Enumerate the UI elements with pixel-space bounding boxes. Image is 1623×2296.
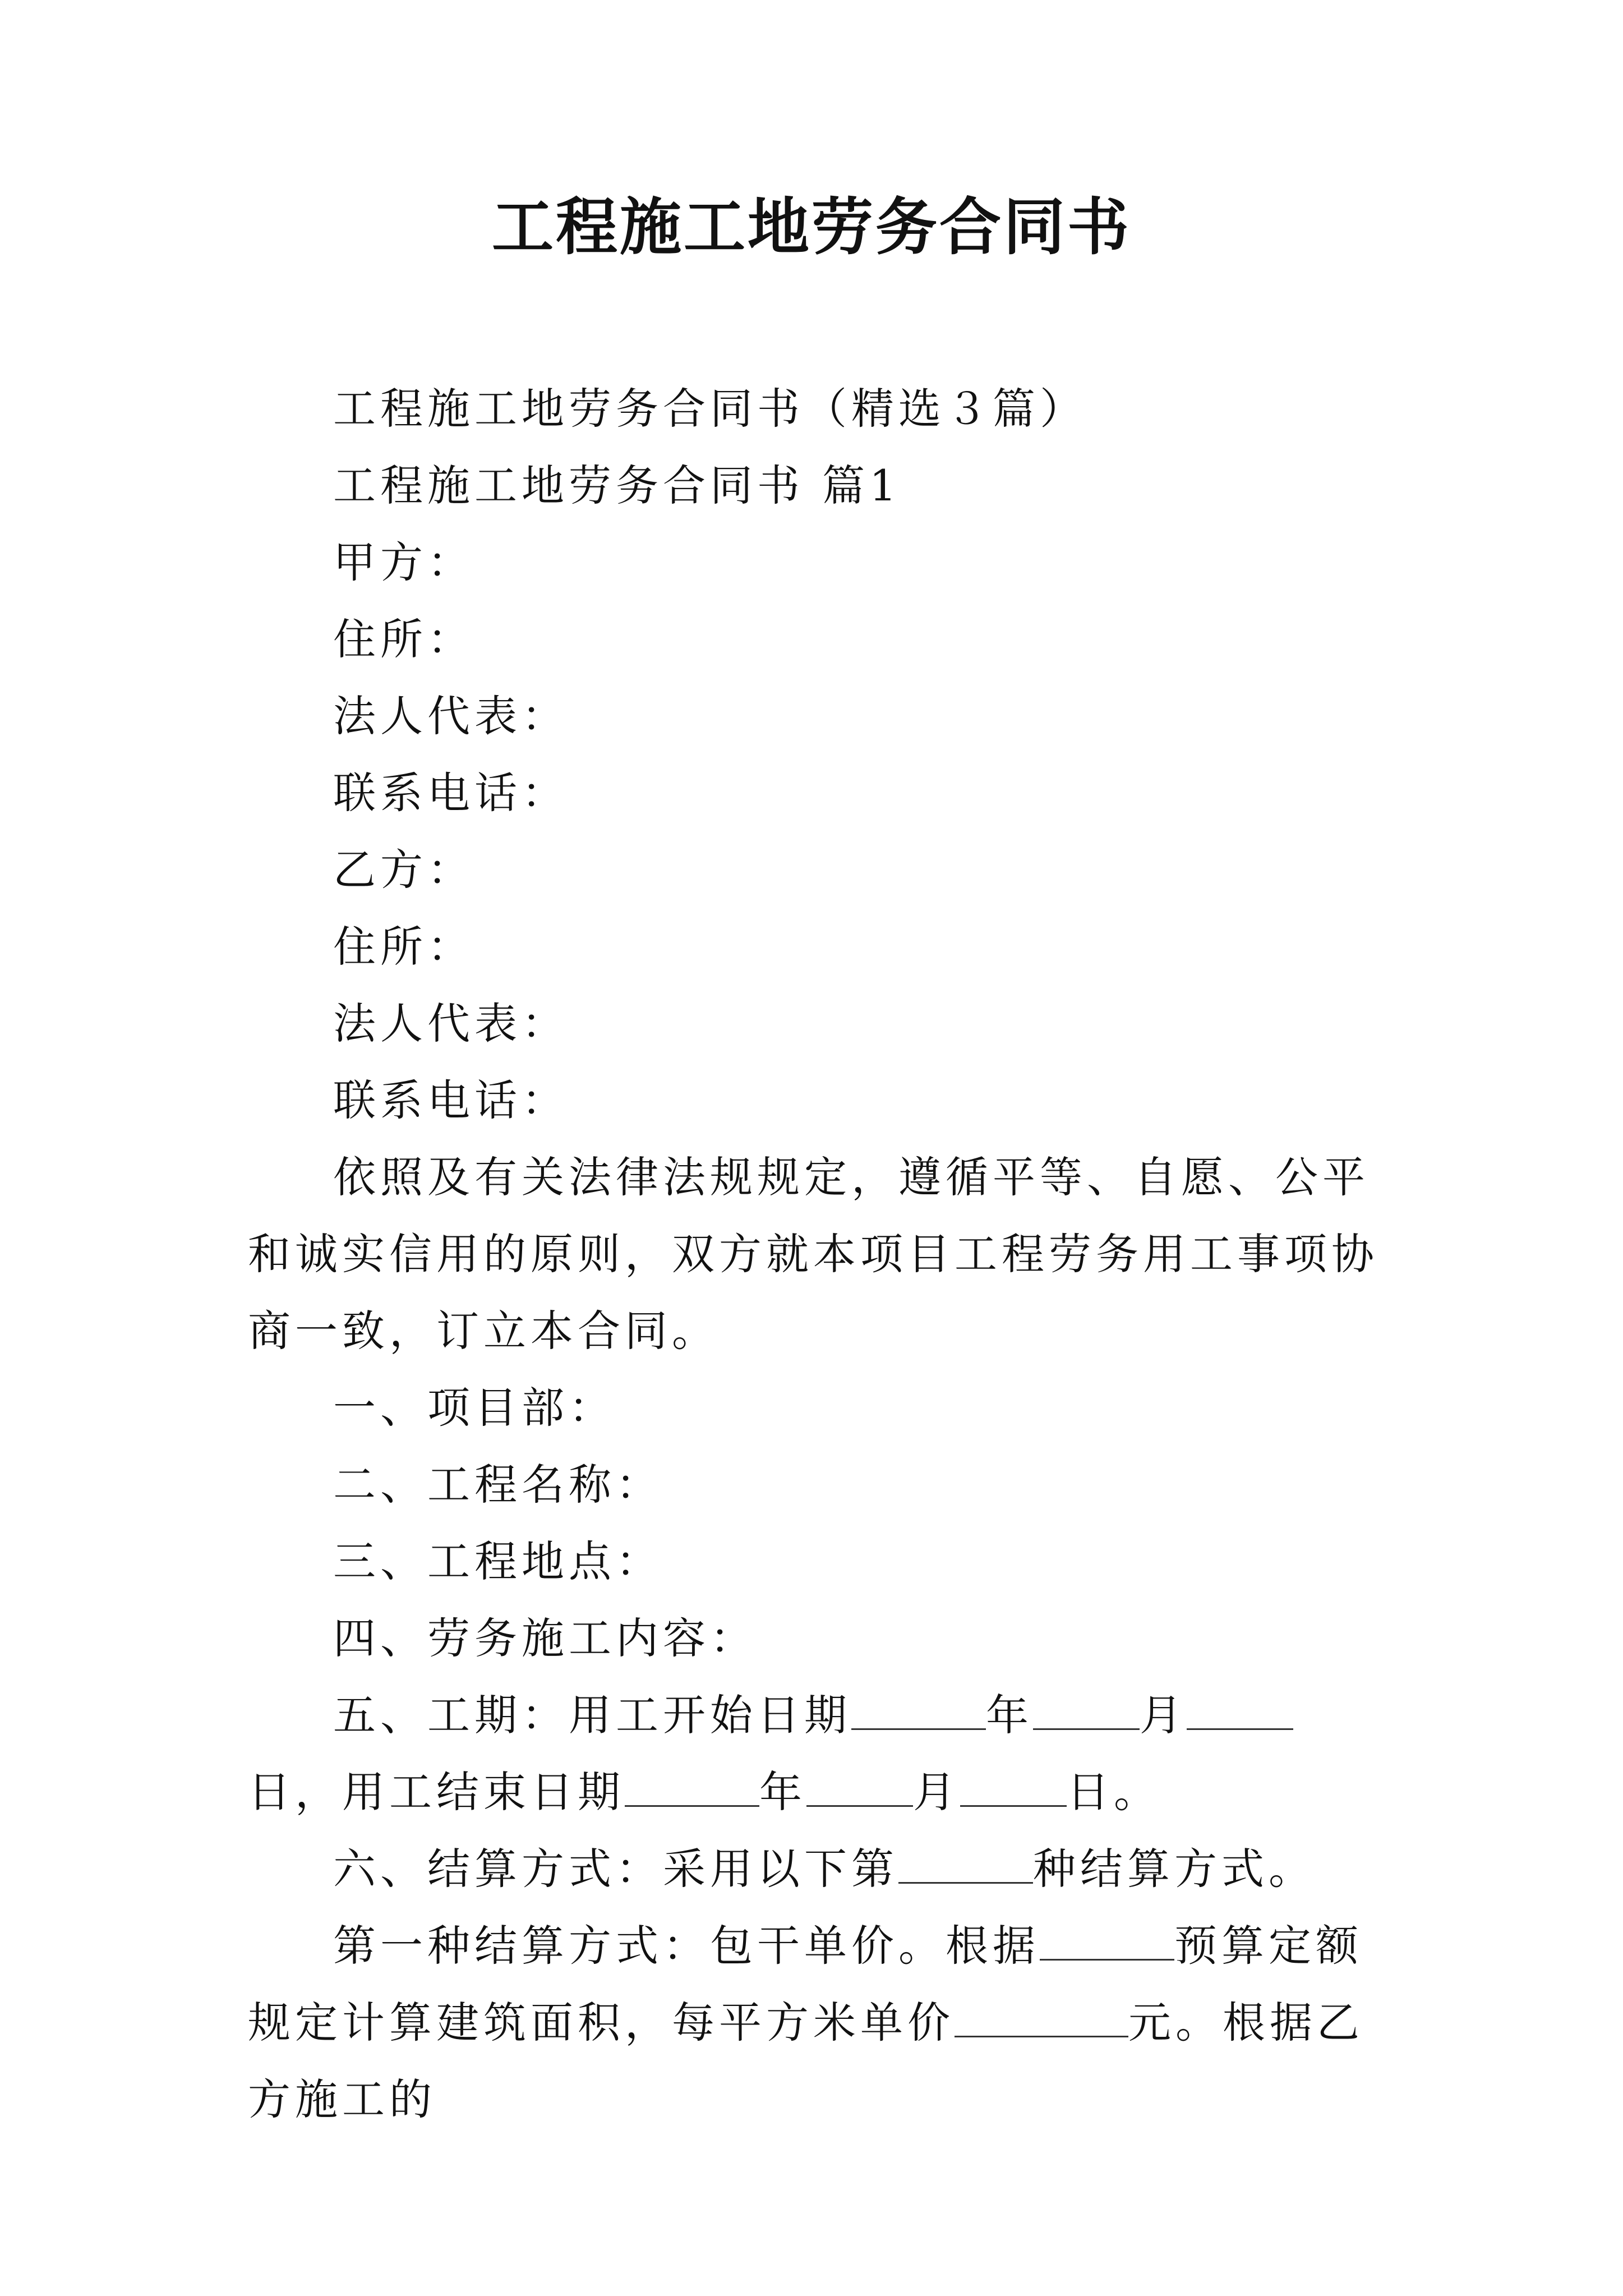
clause-project-location: 三、工程地点： (333, 1536, 663, 1586)
clause-project-department: 一、项目部： (333, 1383, 616, 1433)
text-segment: 年 (986, 1690, 1033, 1740)
party-a-legal-rep-label: 法人代表： (333, 691, 569, 741)
party-b-label: 乙方： (333, 845, 474, 895)
blank-field (1187, 1689, 1293, 1730)
intro-paragraph: 依照及有关法律法规规定，遵循平等、自愿、公平和诚实信用的原则，双方就本项目工程劳务用工事项协商一致，订立本合同。 (248, 1152, 1378, 1356)
text-segment: 六、结算方式：采用以下第 (333, 1844, 898, 1894)
document-title: 工程施工地劳务合同书 (492, 191, 1131, 263)
blank-field (1033, 1689, 1140, 1730)
blank-field (851, 1689, 986, 1730)
clause-settlement-method (248, 1830, 1386, 1907)
text-segment: 月 (1140, 1690, 1187, 1740)
party-b-legal-rep-label: 法人代表： (333, 999, 569, 1048)
text-segment: 预算定额规定计算建筑面积，每平方米单价 (248, 1921, 1363, 2047)
text-segment: 月 (913, 1767, 960, 1817)
blank-field (806, 1766, 913, 1807)
party-a-phone-label: 联系电话： (333, 768, 569, 818)
blank-field (625, 1766, 759, 1807)
text-segment: 日。 (1067, 1767, 1161, 1817)
clause-labor-content: 四、劳务施工内容： (333, 1613, 757, 1663)
blank-field (1040, 1920, 1174, 1961)
section-heading: 工程施工地劳务合同书 篇1 (333, 461, 901, 510)
party-a-label: 甲方： (333, 537, 474, 587)
subtitle-line: 工程施工地劳务合同书（精选３篇） (333, 384, 1087, 434)
text-segment: 年 (759, 1767, 806, 1817)
text-segment: 第一种结算方式：包干单价。根据 (333, 1921, 1040, 1971)
document-body (248, 370, 1386, 2138)
text-segment: 日，用工结束日期 (248, 1767, 625, 1817)
party-b-phone-label: 联系电话： (333, 1075, 569, 1125)
party-a-address-label: 住所： (333, 614, 474, 664)
text-segment: 元。根据乙方施工的 (248, 1998, 1364, 2124)
text-segment: 种结算方式。 (1033, 1844, 1316, 1894)
text-segment: 五、工期：用工开始日期 (333, 1690, 851, 1740)
settlement-method-one (248, 1907, 1386, 2138)
blank-field (898, 1843, 1033, 1884)
clause-project-name: 二、工程名称： (333, 1460, 663, 1510)
party-b-address-label: 住所： (333, 922, 474, 972)
clause-work-period (248, 1677, 1386, 1830)
blank-field (960, 1766, 1067, 1807)
blank-field (955, 1996, 1128, 2037)
